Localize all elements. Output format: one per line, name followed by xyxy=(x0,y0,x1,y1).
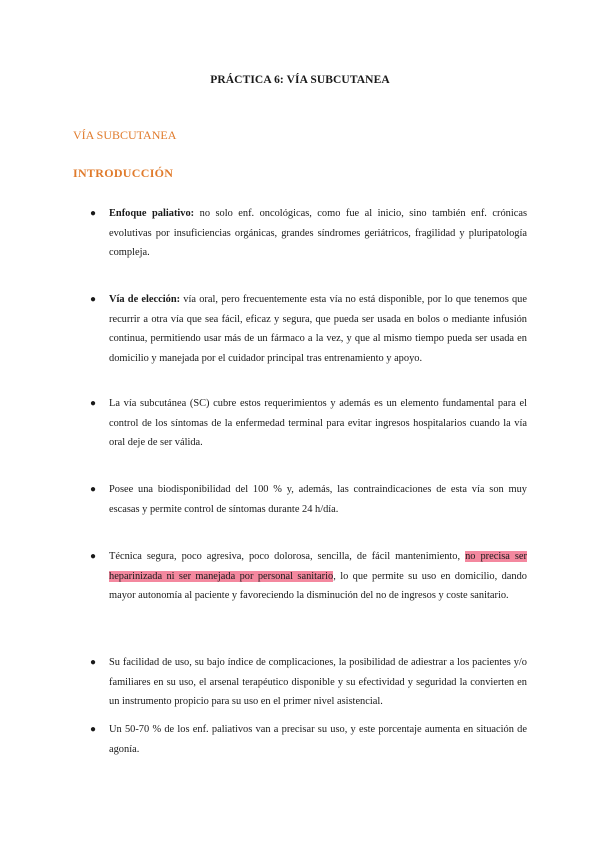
bullet-text: , lo que permite su uso en domicilio, dando mayor autonomía al paciente y favoreciendo la disminución del no de ingresos y coste sanitario. xyxy=(109,570,528,602)
bullet-dot: ● xyxy=(90,657,97,668)
bullet-dot: ● xyxy=(90,398,97,409)
bullet-text: Un 50-70 % de los enf. paliativos van a precisar su uso, y este porcentaje aumenta en situación de agonía. xyxy=(109,724,527,755)
bullet-item xyxy=(90,547,528,606)
bullet-item xyxy=(90,720,527,759)
bullet-text: Técnica segura, poco agresiva, poco dolorosa, sencilla, de fácil mantenimiento, xyxy=(109,551,466,562)
bullet-dot: ● xyxy=(90,484,97,495)
bullet-item xyxy=(90,480,527,519)
bullet-dot: ● xyxy=(90,294,97,305)
bullet-bold-label: Vía de elección: xyxy=(109,294,181,305)
bullet-dot: ● xyxy=(90,724,97,735)
page-title: PRÁCTICA 6: VÍA SUBCUTANEA xyxy=(210,74,390,86)
bullet-text: Posee una biodisponibilidad del 100 % y, además, las contraindicaciones de esta vía son muy escasas y permite control de síntomas durante 24 h/día. xyxy=(109,484,527,515)
bullet-item xyxy=(90,394,527,453)
bullet-item xyxy=(90,290,527,368)
bullet-bold-label: Enfoque paliativo: xyxy=(109,208,195,219)
bullet-text: no solo enf. oncológicas, como fue al inicio, sino también enf. crónicas evolutivas por insuficiencias orgánicas, grandes síndromes geriátricos, fragilidad y pluripatología compleja. xyxy=(109,208,527,259)
bullet-dot: ● xyxy=(90,208,97,219)
subheading-introduccion: INTRODUCCIÓN xyxy=(73,166,174,180)
bullet-item xyxy=(90,653,527,712)
section-heading: VÍA SUBCUTANEA xyxy=(73,128,177,142)
highlighted-text: no precisa ser heparinizada ni ser manejada por personal sanitario xyxy=(109,551,527,582)
bullet-text: Su facilidad de uso, su bajo índice de complicaciones, la posibilidad de adiestrar a los pacientes y/o familiares en su uso, el arsenal terapéutico disponible y su efectividad y seguridad la convierten en un instrumento propicio para su uso en el primer nivel asistencial. xyxy=(109,657,527,708)
bullet-dot: ● xyxy=(90,551,97,562)
bullet-item xyxy=(90,204,527,263)
bullet-text: La vía subcutánea (SC) cubre estos requerimientos y además es un elemento fundamental para el control de los síntomas de la enfermedad terminal para evitar ingresos hospitalarios cuando la vía oral deje de ser válida. xyxy=(109,398,527,449)
bullet-text: vía oral, pero frecuentemente esta vía no está disponible, por lo que tenemos que recurrir a otra vía que sea fácil, eficaz y segura, que pueda ser usada en bolos o mediante infusión continua, permitiendo usar más de un fármaco a la vez, y que al mismo tiempo pueda ser usada en domicilio y manejada por el cuidador principal tras entrenamiento y apoyo. xyxy=(109,294,527,364)
